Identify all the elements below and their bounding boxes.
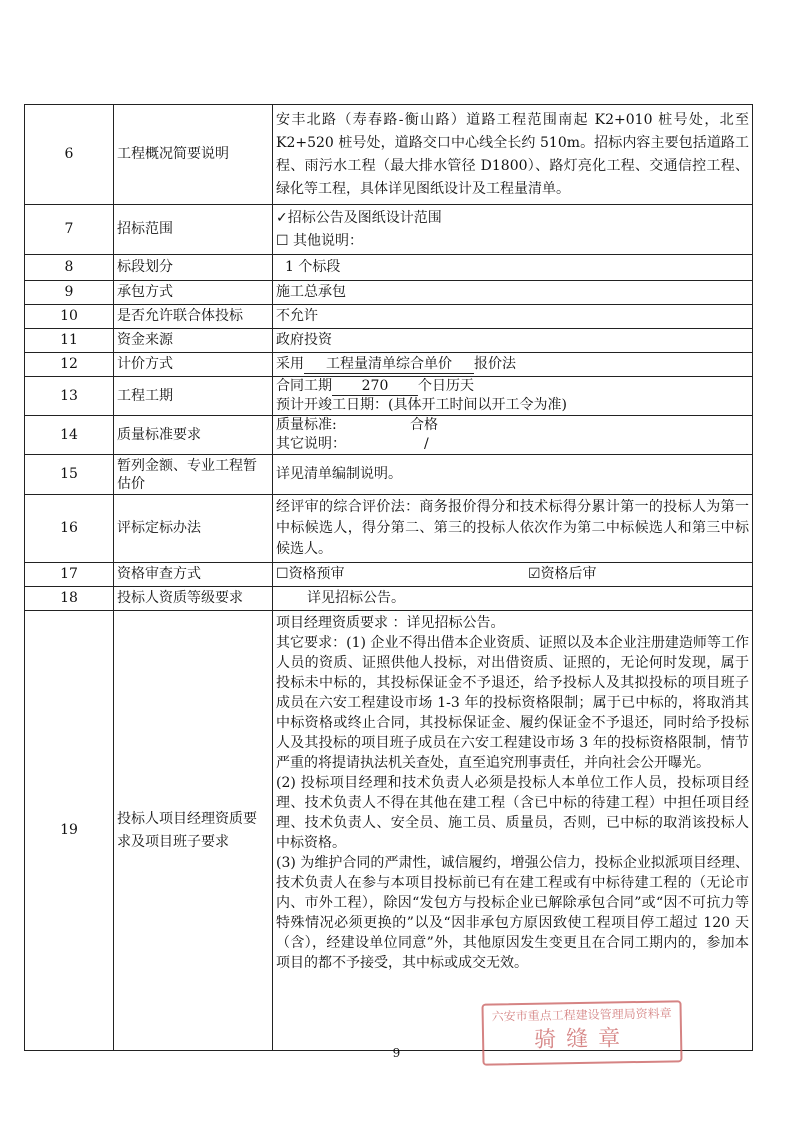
duration-value: 270 [332,377,418,396]
row-label: 计价方式 [114,353,273,377]
stamp-line-1: 六安市重点工程建设管理局资料章 [491,1006,672,1024]
row-content [273,563,753,587]
row-number: 16 [25,495,114,563]
bid-info-table [24,104,753,1051]
row-number: 8 [25,255,114,281]
table-row [25,329,753,353]
row-content [273,377,753,416]
post-qualification-label: 资格后审 [540,566,597,582]
table-row [25,105,753,205]
row-number: 15 [25,455,114,495]
row-content: 经评审的综合评价法：商务报价得分和技术标得分累计第一的投标人为第一中标候选人，得分第二、第三的投标人依次作为第二中标候选人和第三中标候选人。 [273,495,753,563]
row-number: 19 [25,611,114,1051]
row-content [273,611,753,1051]
row-number: 10 [25,305,114,329]
other-note-label: 其它说明： [276,436,346,452]
row-label: 承包方式 [114,281,273,305]
row-number: 7 [25,205,114,255]
row-number: 11 [25,329,114,353]
other-note-label: 其他说明： [293,232,364,249]
row-label: 招标范围 [114,205,273,255]
checkbox-icon: ☐ [276,566,289,582]
row-number: 14 [25,416,114,455]
row-content [273,205,753,255]
table-row [25,495,753,563]
table-row [25,205,753,255]
table-row [25,377,753,416]
pricing-suffix: 报价法 [474,356,516,372]
row-label: 暂列金额、专业工程暂估价 [114,455,273,495]
other-requirements-1: 其它要求：(1) 企业不得出借本企业资质、证照以及本企业注册建造师等工作人员的资质、证照供他人投标，对出借资质、证照的，无论何时发现，属于投标未中标的，其投标保证金不予退还，给予投标人及其拟投标的项目班子成员在六安工程建设市场 1-3 年的投标资格限制；属于已中标的，将取消其中标资格或终止合同，其投标保证金、履约保证金不予退还，同时给予投标人及其投标的项目班子成员在六安工程建设市场 3 年的投标资格限制，情节严重的将提请执法机关查处，直至追究刑事责任，并向社会公开曝光。 [276,635,749,771]
row-content [273,416,753,455]
row-content: 详见清单编制说明。 [273,455,753,495]
row-content [273,353,753,377]
duration-suffix: 个日历天 [418,378,474,394]
quality-standard-label: 质量标准: [276,417,337,433]
page-number: 9 [392,1046,401,1060]
table-row [25,455,753,495]
row-content: 施工总承包 [273,281,753,305]
row-content: 政府投资 [273,329,753,353]
row-number: 6 [25,105,114,205]
row-number: 18 [25,587,114,611]
row-label: 投标人项目经理资质要求及项目班子要求 [114,611,273,1051]
row-label: 投标人资质等级要求 [114,587,273,611]
prequalification-label: 资格预审 [288,566,345,582]
pricing-method-value: 工程量清单综合单价 [304,355,474,374]
row-label: 资金来源 [114,329,273,353]
duration-prefix: 合同工期 [276,378,332,394]
row-content: 详见招标公告。 [273,587,753,611]
row-content: 不允许 [273,305,753,329]
row-label: 标段划分 [114,255,273,281]
row-label: 是否允许联合体投标 [114,305,273,329]
other-requirements-3: (3) 为维护合同的严肃性，诚信履约，增强公信力，投标企业拟派项目经理、技术负责人在参与本项目投标前已有在建工程或有中标待建工程的（无论市内、市外工程），除因“发包方与投标企业已解除承包合同”或“因不可抗力等特殊情况必须更换的”以及“因非承包方原因致使工程项目停工超过 120 天（含），经建设单位同意”外，其他原因发生变更且在合同工期内的，参加本项目的都不予接受，其中标或成交无效。 [276,855,749,971]
scope-option-text: 招标公告及图纸设计范围 [287,209,442,226]
quality-standard-value: 合格 [410,417,438,433]
row-label: 工程工期 [114,377,273,416]
checkbox-icon: ☐ [276,232,289,249]
table-row [25,281,753,305]
table-row [25,416,753,455]
row-label: 评标定标办法 [114,495,273,563]
checkmark-icon: ✓ [276,209,288,226]
row-number: 9 [25,281,114,305]
stamp-line-2: 骑缝章 [533,1026,631,1053]
table-row [25,611,753,1051]
table-row [25,353,753,377]
checkbox-checked-icon: ☑ [528,566,541,582]
table-row [25,563,753,587]
other-requirements-2: (2) 投标项目经理和技术负责人必须是投标人本单位工作人员，投标项目经理、技术负责人不得在其他在建工程（含已中标的待建工程）中担任项目经理、技术负责人、安全员、施工员、质量员，否则，已中标的取消该投标人中标资格。 [276,775,749,851]
pricing-prefix: 采用 [276,356,304,372]
table-row [25,255,753,281]
row-content: 1 个标段 [273,255,753,281]
table-row [25,305,753,329]
pm-qualification-text: 项目经理资质要求 ：详见招标公告。 [276,615,505,631]
row-number: 12 [25,353,114,377]
schedule-note: 预计开竣工日期：(具体开工时间以开工令为准) [276,397,567,413]
other-note-value: / [424,436,429,452]
row-label: 质量标准要求 [114,416,273,455]
row-content: 安丰北路（寿春路-衡山路）道路工程范围南起 K2+010 桩号处，北至 K2+520 桩号处，道路交口中心线全长约 510m。招标内容主要包括道路工程、雨污水工程（最大排水管径 D1800）、路灯亮化工程、交通信控工程、绿化等工程，具体详见图纸设计及工程量清单。 [273,105,753,205]
row-number: 17 [25,563,114,587]
row-number: 13 [25,377,114,416]
table-row [25,587,753,611]
row-label: 资格审查方式 [114,563,273,587]
row-label: 工程概况简要说明 [114,105,273,205]
